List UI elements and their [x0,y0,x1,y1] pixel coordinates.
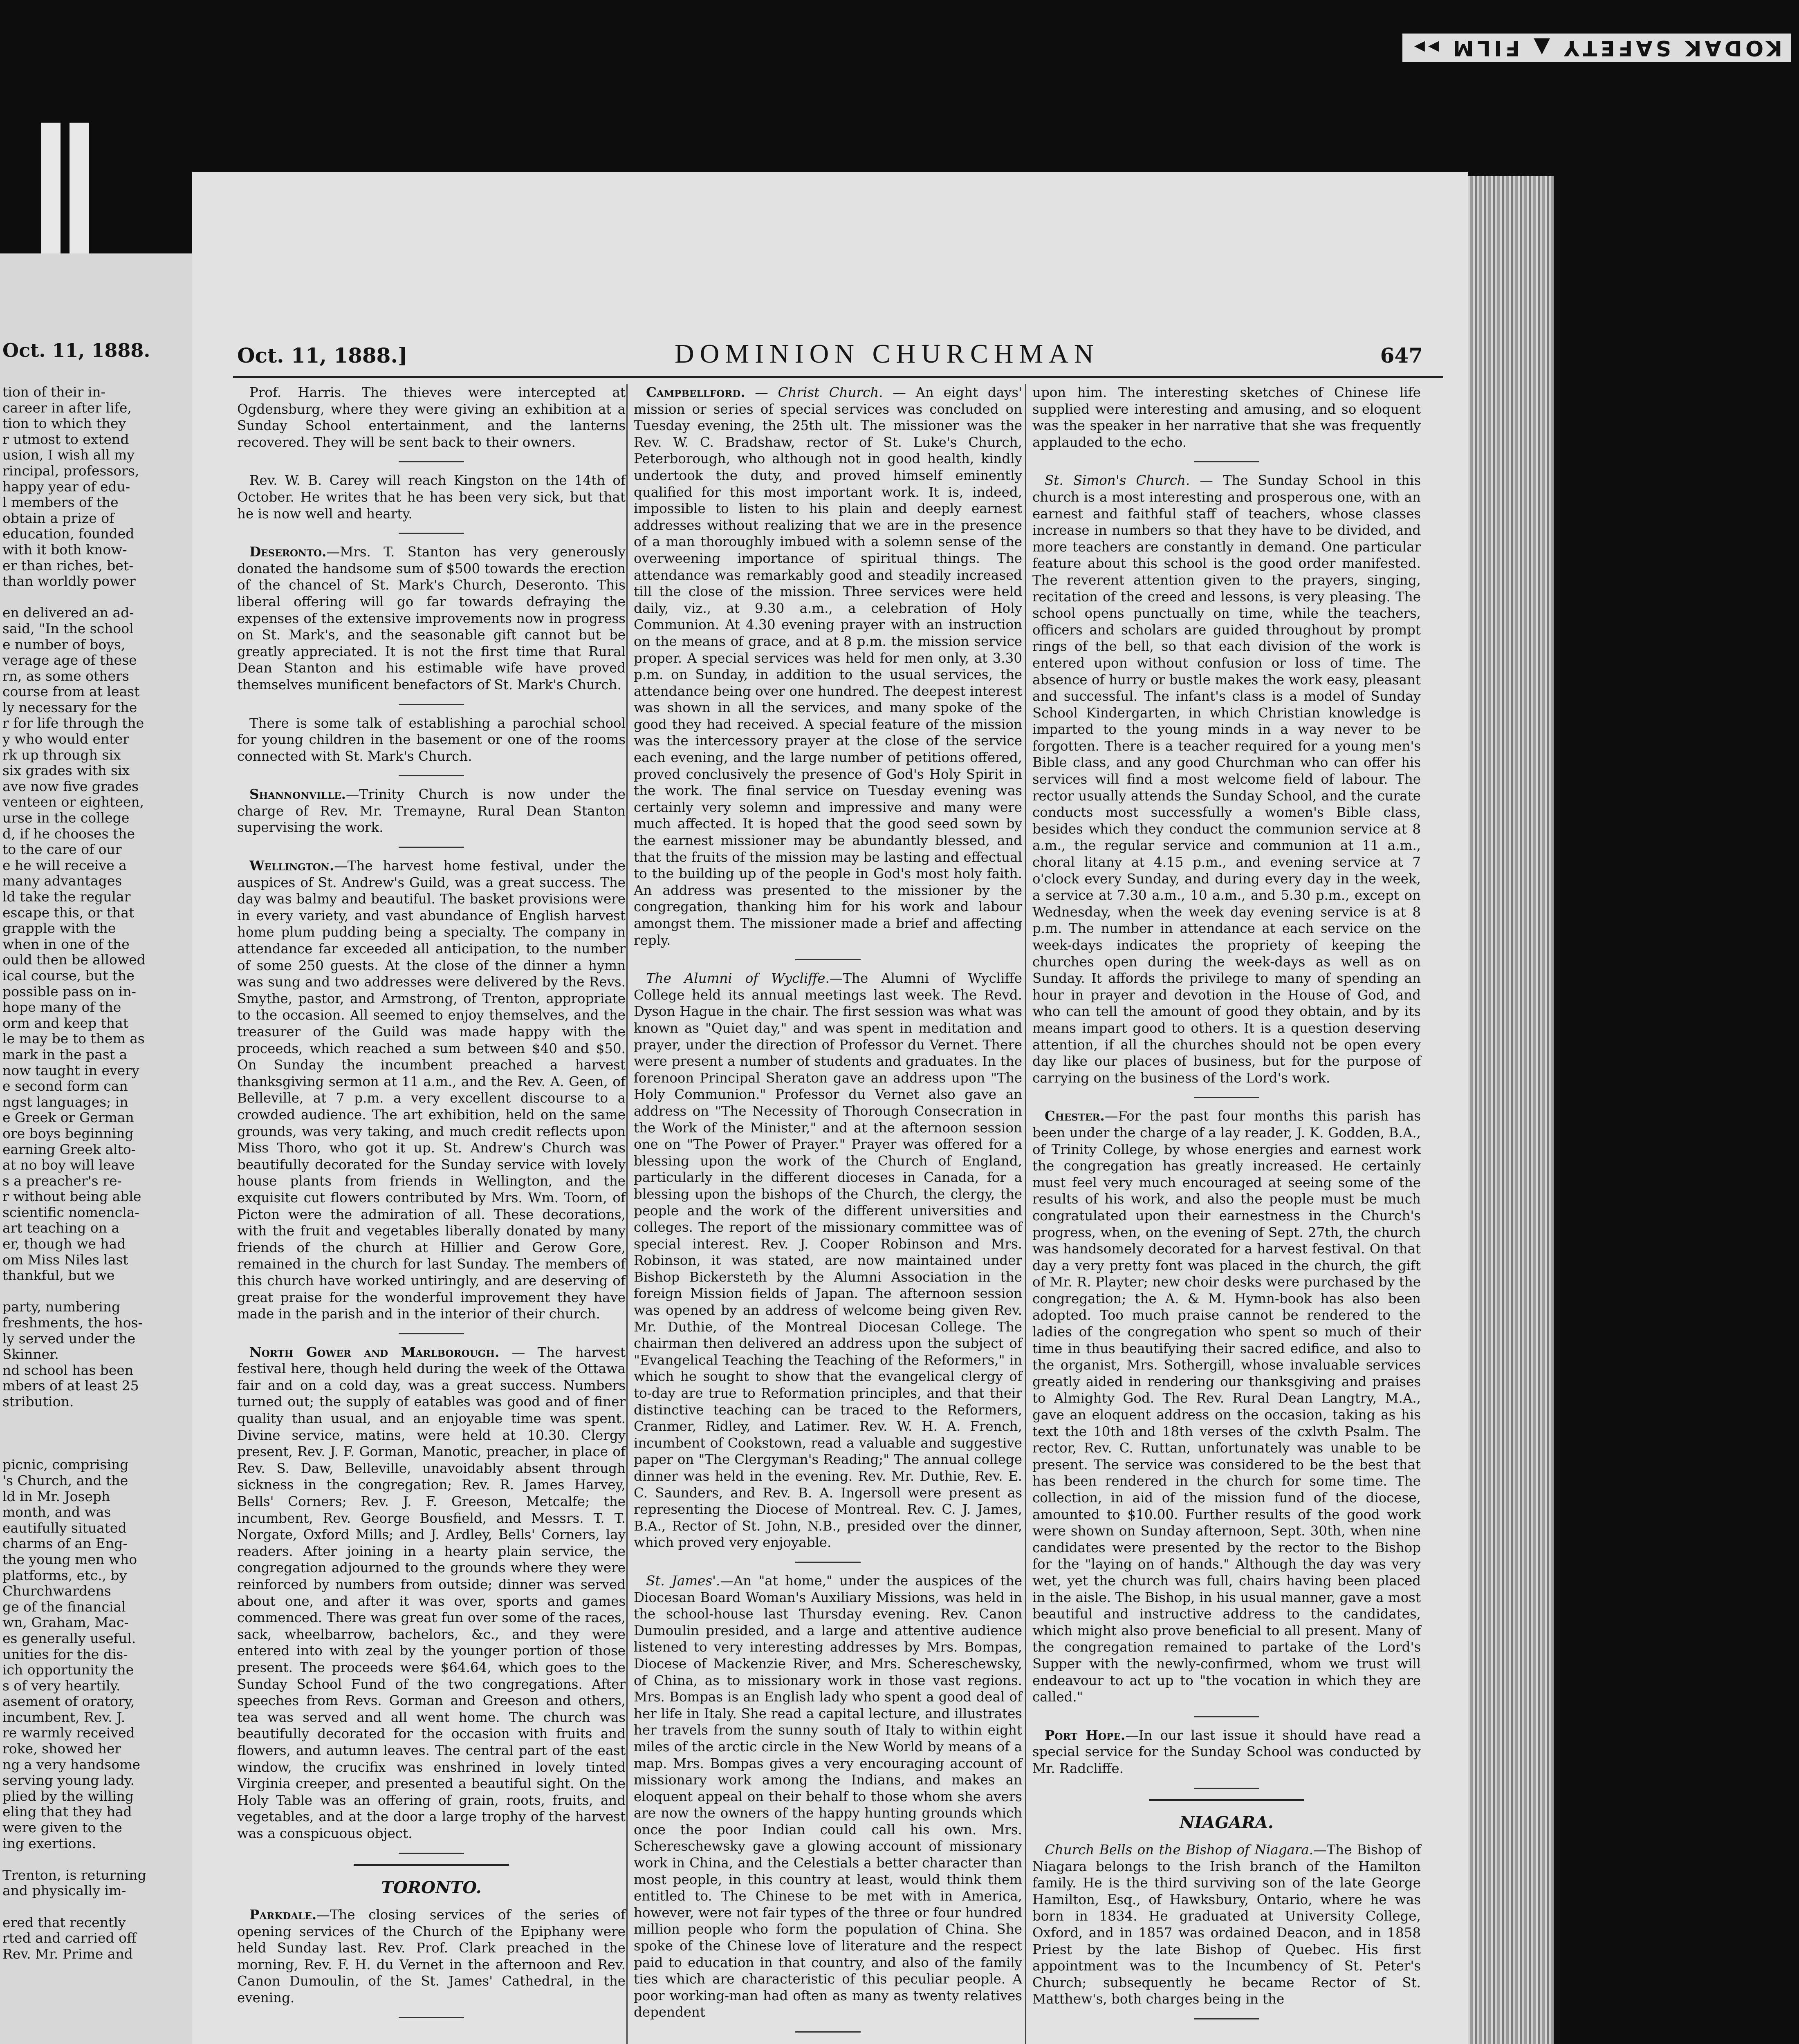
previous-page-line: le may be to them as [2,1031,145,1047]
article-paragraph [237,858,626,1322]
article-paragraph [237,384,626,450]
article-body: —The Bishop of Niagara belongs to the Irish branch of the Hamilton family. He is the third surviving son of the late George Hamilton, Esq., of Hawksbury, Ontario, where he was born in 1834. He graduated at University College, Oxford, and in 1857 was ordained Deacon, and in 1858 Priest by the late Bishop of Quebec. His first appointment was to the Incumbency of St. Peter's Church; subsequently he became Rector of St. Matthew's, both charges being in the [1032,1842,1421,2007]
previous-page-line: rincipal, professors, [2,463,139,479]
previous-page-line: platforms, etc., by [2,1567,127,1583]
article-paragraph [237,1907,626,2006]
article-italic-heading: — Christ Church. [745,385,883,400]
previous-page-line: at no boy will leave [2,1157,135,1173]
previous-page-line: possible pass on in- [2,984,136,1000]
previous-page-line [2,589,192,605]
article-paragraph [634,384,1022,948]
previous-page-line: om Miss Niles last [2,1252,128,1268]
newspaper-page [192,172,1468,2044]
previous-page-line: er, though we had [2,1236,126,1252]
article-separator [1194,1788,1259,1789]
previous-page-line: ly necessary for the [2,699,137,715]
previous-page-line: said, "In the school [2,621,134,637]
previous-page-line: verage age of these [2,652,137,668]
article-body: —In our last issue it should have read a special service for the Sunday School was conducted by Mr. Radcliffe. [1032,1727,1421,1776]
previous-page-line: e he will receive a [2,857,127,873]
article-paragraph [1032,472,1421,1086]
previous-page-line: month, and was [2,1504,111,1520]
previous-page-line: e second form can [2,1078,128,1094]
previous-page-line: eautifully situated [2,1520,127,1536]
previous-page-line: stribution. [2,1394,74,1410]
previous-page-line: 's Church, and the [2,1472,128,1488]
article-separator [795,1562,861,1563]
article-body: —Trinity Church is now under the charge of Rev. Mr. Tremayne, Rural Dean Stanton supervising the work. [237,787,626,836]
previous-page-line: re warmly received [2,1725,135,1741]
previous-page-line: d, if he chooses the [2,826,135,842]
previous-page-line: l members of the [2,495,119,511]
previous-page-line: six grades with six [2,763,130,779]
article-separator [1194,1097,1259,1098]
masthead-title: DOMINION CHURCHMAN [675,339,1099,369]
article-dateline: Wellington. [249,858,334,874]
article-body: —The closing services of the series of opening services of the Church of the Epiphany were held Sunday last. Rev. Prof. Clark preached in the morning, Rev. F. H. du Vernet in the afternoon and Rev. Canon Dumoulin, of the St. James' Cathedral, in the evening. [237,1907,626,2006]
column-3 [1032,384,1421,2029]
article-dateline: Parkdale. [249,1907,317,1923]
previous-page-line: ld take the regular [2,889,131,905]
previous-page-line: usion, I wish all my [2,447,135,463]
previous-page-line: obtain a prize of [2,510,114,526]
article-paragraph [634,970,1022,1551]
article-dateline: Campbellford. [646,384,745,400]
section-heading: TORONTO. [381,1878,482,1897]
previous-page-line: hope many of the [2,1000,121,1015]
article-paragraph [237,472,626,522]
previous-page-line: Churchwardens [2,1583,111,1599]
previous-page-line: rk up through six [2,747,121,763]
previous-page-line: e number of boys, [2,637,126,652]
article-separator [1194,1716,1259,1717]
column-divider [1025,384,1026,2044]
previous-page-line: escape this, or that [2,905,135,921]
article-body: .—The Alumni of Wycliffe College held its annual meetings last week. The Revd. Dyson Hague in the chair. The first session was what was known as "Quiet day," and was spent in meditation and prayer, under the direction of Professor du Vernet. There were present a number of students and graduates. In the forenoon Principal Sheraton gave an address upon "The Holy Communion." Professor du Vernet also gave an address on "The Necessity of Thorough Consecration in the Work of the Minister," and at the afternoon session one on "The Power of Prayer." Prayer was offered for a blessing upon the work of the Church of England, particularly in the different dioceses in Canada, for a blessing upon the bishops of the Church, the clergy, the people and the work of the different universities and colleges. The report of the missionary committee was of special interest. Rev. J. Cooper Robinson and Mrs. Robinson, it was stated, are now maintained under Bishop Bickersteth by the Alumni Association in the foreign Mission fields of Japan. The afternoon session was opened by an address of welcome being given Rev. Mr. Duthie, of the Montreal Diocesan College. The chairman then delivered an address upon the subject of "Evangelical Teaching the Teaching of the Reformers," in which he sought to show that the evangelical clergy of to-day are true to Reformation principles, and that their distinctive teaching can be traced to the Reformers, Cranmer, Ridley, and Latimer. Rev. W. H. A. French, incumbent of Cookstown, read a valuable and suggestive paper on "The Clergyman's Reading;" The annual college dinner was held in the evening. Rev. Mr. Duthie, Rev. E. C. Saunders, and Rev. B. A. Ingersoll were present as representing the Diocese of Montreal. Rev. C. J. James, B.A., Rector of St. John, N.B., presided over the dinner, which proved very enjoyable. [634,970,1022,1551]
previous-page-line: roke, showed her [2,1741,121,1757]
page-stack-edge [1468,176,1554,2044]
previous-page-line: serving young lady. [2,1773,135,1788]
previous-page-line: career in after life, [2,400,132,416]
article-separator [399,533,464,534]
previous-page-fragment [0,253,192,2044]
previous-page-line: venteen or eighteen, [2,794,144,810]
previous-page-line: grapple with the [2,921,116,937]
previous-page-line [2,1425,192,1441]
article-paragraph [237,1344,626,1842]
article-body: — An eight days' mission or series of special services was concluded on Tuesday evening, the 25th ult. The missioner was the Rev. W. C. Bradshaw, rector of St. Luke's Church, Peterborough, who although not in good health, kindly undertook the duty, and proved himself eminently qualified for this most important work. It is, indeed, impossible to listen to his plain and deeply earnest addresses without realizing that we are in the presence of a man thoroughly imbued with a solemn sense of the overweening importance of spiritual things. The attendance was remarkably good and steadily increased till the close of the mission. Three services were held daily, viz., at 9.30 a.m., a celebration of Holy Communion. At 4.30 evening prayer with an instruction on the means of grace, and at 8 p.m. the mission service proper. A special services was held for men only, at 3.30 p.m. on Sunday, in addition to the usual services, the attendance being over one hundred. The deepest interest was shown in all the services, and many spoke of the good they had received. A special feature of the mission was the intercessory prayer at the close of the service each evening, and the large number of petitions offered, proved conclusively the presence of God's Holy Spirit in the work. The final service on Tuesday evening was certainly very solemn and impressive and many were much affected. It is hoped that the good seed sown by the earnest missioner may be abundantly blessed, and that the fruits of the mission may be lasting and effectual to the building up of the people in God's most holy faith. An address was presented to the missioner by the congregation, thanking him for his work and labour amongst them. The missioner made a brief and affecting reply. [634,385,1022,948]
section-heading: NIAGARA. [1180,1813,1274,1832]
previous-page-line: freshments, the hos- [2,1315,143,1331]
article-paragraph [634,1573,1022,2021]
previous-page-line: r for life through the [2,715,144,731]
previous-page-line: Skinner. [2,1347,59,1363]
page-number: 647 [1380,343,1423,368]
previous-page-line [2,1410,192,1426]
previous-page-line: ld in Mr. Joseph [2,1488,110,1504]
column-1 [237,384,626,2028]
previous-page-line: happy year of edu- [2,479,130,495]
previous-page-line [2,1284,192,1300]
previous-page-line: y who would enter [2,731,129,747]
film-edge-label: KODAK SAFETY ▲ FILM ▸▸ [1402,34,1791,62]
previous-page-line: many advantages [2,873,122,889]
column-divider [626,384,628,2044]
article-separator [399,775,464,776]
article-paragraph [1032,384,1421,450]
article-dateline: Shannonville. [249,786,346,802]
previous-page-line: scientific nomencla- [2,1204,139,1220]
article-paragraph [1032,1727,1421,1777]
previous-page-line: the young men who [2,1551,137,1567]
article-body: — The Sunday School in this church is a most interesting and prosperous one, with an earnest and faithful staff of teachers, whose classes increase in numbers so that they have to be divided, and more teachers are constantly in demand. One particular feature about this school is the good order manifested. The reverent attention given to the prayers, singing, recitation of the creed and lessons, is very pleasing. The school opens punctually on time, while the teachers, officers and scholars are guided throughout by prompt rings of the bell, so that each division of the work is entered upon without confusion or loss of time. The absence of hurry or bustle makes the work easy, pleasant and successful. The infant's class is a model of Sunday School Kindergarten, in which Christian knowledge is imparted to the young minds in a way never to be forgotten. There is a teacher required for a young men's Bible class, and any good Churchman who can offer his services will find a most welcome field of labour. The rector usually attends the Sunday School, and the curate conducts most successfully a women's Bible class, besides which they conduct the communion service at 8 a.m., the regular service and communion at 11 a.m., choral litany at 4.15 p.m., and evening service at 7 o'clock every Sunday, and during every day in the week, a service at 7.30 a.m., 10 a.m., and 5.30 p.m., except on Wednesday, when the week day evening service is at 8 p.m. The number in attendance at each service on the week-days indicates the propriety of keeping the churches open during the week-days as well as on Sunday. It affords the privilege to many of spending an hour in prayer and devotion in the House of God, and who can tell the amount of good they obtain, and by its means impart good to others. It is a question deserving attention, if all the churches should not be open every day like our places of business, but for the purpose of carrying on the business of the Lord's work. [1032,473,1421,1086]
article-paragraph [237,786,626,836]
previous-page-line: ical course, but the [2,968,135,984]
article-body: Rev. W. B. Carey will reach Kingston on the 14th of October. He writes that he has been very sick, but that he is now well and hearty. [237,473,626,522]
previous-page-line: asement of oratory, [2,1694,135,1710]
previous-page-line: with it both know- [2,542,127,558]
article-italic-heading: The Alumni of Wycliffe [646,970,825,986]
article-body: —An "at home," under the auspices of the Diocesan Board Woman's Auxiliary Missions, was held in the school-house last Thursday evening. Rev. Canon Dumoulin presided, and a large and attentive audience listened to very interesting addresses by Mrs. Bompas, Diocese of Mackenzie River, and Mrs. Schereschewsky, of China, as to missionary work in those vast regions. Mrs. Bompas is an English lady who spent a good deal of her life in Italy. She read a capital lecture, and illustrates her travels from the sunny south of Italy to within eight miles of the arctic circle in the New World by means of a map. Mrs. Bompas gives a very encouraging account of missionary work among the Indians, and makes an eloquent appeal on their behalf to those whom she avers are now the owners of the happy hunting grounds which once the poor Indian could call his own. Mrs. Schereschewsky gave a glowing account of missionary work in China, and the Celestials a better character than most people, in this country at least, would think them entitled to. The Chinese to be met with in America, however, were not fair types of the three or four hundred million people who form the population of China. She spoke of the Chinese love of literature and the respect paid to education in that country, and also of the family ties which are characteristic of this peculiar people. A poor working-man had often as many as twenty relatives dependent [634,1573,1022,2020]
previous-page-line: plied by the willing [2,1788,134,1804]
previous-page-line: Rev. Mr. Prime and [2,1946,133,1962]
previous-page-line: eling that they had [2,1804,132,1820]
previous-page-line: party, numbering [2,1299,121,1315]
header-date: Oct. 11, 1888.] [237,343,408,368]
previous-page-line: ing exertions. [2,1836,96,1851]
previous-page-line: er than riches, bet- [2,558,134,574]
previous-page-line: than worldly power [2,574,136,589]
previous-page-line: earning Greek alto- [2,1141,136,1157]
previous-page-line: mark in the past a [2,1047,128,1062]
article-separator [399,461,464,462]
previous-page-line: s a preacher's re- [2,1173,122,1189]
previous-page-line: rted and carried off [2,1930,137,1946]
previous-page-line: tion to which they [2,416,126,432]
previous-page-line: were given to the [2,1820,122,1836]
article-separator [399,1853,464,1854]
section-rule [1149,1799,1304,1801]
article-body: Prof. Harris. The thieves were intercepted at Ogdensburg, where they were giving an exhibition at a Sunday School entertainment, and the lanterns recovered. They will be sent back to their owners. [237,385,626,450]
article-body: —Mrs. T. Stanton has very generously donated the handsome sum of $500 towards the erection of the chancel of St. Mark's Church, Deseronto. This liberal offering will go far towards defraying the expenses of the extensive improvements now in progress on St. Mark's, and the seasonable gift cannot but be greatly appreciated. It is not the first time that Rural Dean Stanton and his estimable wife have proved themselves munificent benefactors of St. Mark's Church. [237,544,626,693]
previous-page-line: nd school has been [2,1362,134,1378]
article-dateline: Port Hope. [1045,1727,1126,1743]
page-header [192,331,1468,372]
previous-page-line: Trenton, is returning [2,1867,146,1883]
previous-page-line: ng a very handsome [2,1757,141,1773]
article-paragraph [1032,1842,1421,2008]
previous-page-line: ly served under the [2,1331,136,1347]
article-separator [795,2031,861,2033]
previous-page-line: ngst languages; in [2,1094,128,1110]
previous-page-line: and physically im- [2,1883,126,1899]
previous-page-line: urse in the college [2,810,130,826]
previous-page-line: r without being able [2,1189,141,1205]
previous-page-header: Oct. 11, 1888. [2,339,150,361]
previous-page-line: orm and keep that [2,1015,129,1031]
previous-page-line: ould then be allowed [2,952,146,968]
previous-page-line [2,1441,192,1457]
article-body: —The harvest home festival, under the auspices of St. Andrew's Guild, was a great success. The day was balmy and beautiful. The basket provisions were in every variety, and vast abundance of English harvest home plum pudding being a specialty. The company in attendance far exceeded all anticipation, to the number of some 250 guests. At the close of the dinner a hymn was sung and two addresses were delivered by the Revs. Smythe, pastor, and Armstrong, of Trenton, appropriate to the occasion. All seemed to enjoy themselves, and the treasurer of the Guild was made happy with the proceeds, which reached a sum between $40 and $50. On Sunday the incumbent preached a harvest thanksgiving sermon at 11 a.m., and the Rev. A. Geen, of Belleville, at 7 p.m. a very excellent discourse to a crowded audience. The art exhibition, held on the same grounds, was very taking, and much credit reflects upon Miss Thoro, who got it up. St. Andrew's Church was beautifully decorated for the Sunday service with lovely house plants from friends in Wellington, and the exquisite cut flowers contributed by Mrs. Wm. Toorn, of Picton were the admiration of all. These decorations, with the fruit and vegetables liberally donated by many friends of the church at Hillier and Gerow Gore, remained in the church for last Sunday. The members of this church have worked untiringly, and are deserving of great praise for the wonderful improvement they have made in the parish and in the interior of their church. [237,858,626,1322]
section-rule [354,1864,509,1866]
previous-page-line: thankful, but we [2,1268,115,1284]
previous-page-line: es generally useful. [2,1630,136,1646]
article-body: There is some talk of establishing a parochial school for young children in the basement or one of the rooms connected with St. Mark's Church. [237,715,626,764]
article-paragraph [1032,1108,1421,1705]
article-paragraph [237,544,626,693]
article-italic-heading: St. James'. [646,1573,720,1589]
previous-page-line: picnic, comprising [2,1457,129,1473]
article-italic-heading: St. Simon's Church. [1045,473,1190,489]
article-separator [399,1333,464,1334]
previous-page-line: ave now five grades [2,778,139,794]
article-italic-heading: Church Bells on the Bishop of Niagara. [1045,1842,1314,1858]
previous-page-line: art teaching on a [2,1220,120,1236]
article-separator [399,2017,464,2018]
previous-page-line: unities for the dis- [2,1646,128,1662]
previous-page-line: rn, as some others [2,668,129,684]
header-rule [233,376,1443,378]
previous-page-line: mbers of at least 25 [2,1378,139,1394]
article-separator [1194,2018,1259,2019]
article-dateline: North Gower and Marlborough. [249,1344,500,1360]
previous-page-line: wn, Graham, Mac- [2,1615,129,1631]
column-2 [634,384,1022,2042]
previous-page-line [2,1851,192,1867]
previous-page-line: ore boys beginning [2,1125,134,1141]
previous-page-line: now taught in every [2,1062,139,1078]
previous-page-line: education, founded [2,526,135,542]
previous-page-line [2,1899,192,1915]
article-separator [1194,461,1259,462]
article-body: —For the past four months this parish has been under the charge of a lay reader, J. K. Godden, B.A., of Trinity College, by whose energies and earnest work the congregation has greatly increased. He certainly must feel very much encouraged at seeing some of the results of his work, and also the people must be much congratulated upon their earnestness in the Church's progress, when, on the evening of Sept. 27th, the church was handsomely decorated for a harvest festival. On that day a very pretty font was placed in the church, the gift of Mr. R. Playter; new choir desks were purchased by the congregation; the A. & M. Hymn-book has also been adopted. Too much praise cannot be rendered to the ladies of the congregation who spent so much of their time in thus beautifying their sacred edifice, and also to the organist, Mrs. Sothergill, whose invaluable services greatly aided in rendering our thanksgiving and praises to Almighty God. The Rev. Rural Dean Langtry, M.A., gave an eloquent address on the occasion, taking as his text the 10th and 18th verses of the cxlvth Psalm. The rector, Rev. C. Ruttan, unfortunately was unable to be present. The service was considered to be the best that has been rendered in the church for some time. The collection, in aid of the mission fund of the diocese, amounted to $10.00. Further results of the good work were shown on Sunday afternoon, Sept. 30th, when nine candidates were presented by the rector to the Bishop for the "laying on of hands." Although the day was very wet, yet the church was full, chairs having been placed in the aisle. The Bishop, in his usual manner, gave a most beautiful and instructive address to the candidates, which might also prove beneficial to all present. Many of the congregation remained to partake of the Lord's Supper with the newly-confirmed, whom we trust will endeavour to act up to "the vocation in which they are called." [1032,1108,1421,1705]
article-separator [399,704,464,705]
previous-page-line: e Greek or German [2,1110,134,1126]
previous-page-line: s of very heartily. [2,1678,121,1694]
previous-page-line: ered that recently [2,1914,126,1930]
previous-page-line: r utmost to extend [2,431,129,447]
article-body: upon him. The interesting sketches of Chinese life supplied were interesting and amusing, and so eloquent was the speaker in her narrative that she was frequently applauded to the echo. [1032,385,1421,450]
article-separator [795,959,861,960]
article-paragraph [237,715,626,765]
previous-page-line: when in one of the [2,936,130,952]
article-dateline: Chester. [1045,1108,1105,1124]
previous-page-line: ge of the financial [2,1599,126,1615]
previous-page-line: to the care of our [2,842,122,858]
previous-page-line: course from at least [2,684,140,700]
previous-page-line: en delivered an ad- [2,605,134,621]
article-dateline: Deseronto. [249,544,327,560]
article-body: — The harvest festival here, though held during the week of the Ottawa fair and on a cold day, was a great success. Numbers turned out; the supply of eatables was good and of finer quality than usual, and an enjoyable time was spent. Divine service, matins, were held at 10.30. Clergy present, Rev. J. F. Gorman, Manotic, preacher, in place of Rev. S. Daw, Belleville, unavoidably absent through sickness in the congregation; Rev. R. James Harvey, Bells' Corners; Rev. J. F. Greeson, Metcalfe; the incumbent, Rev. George Bousfield, and Messrs. T. T. Norgate, Oxford Mills; and J. Ardley, Bells' Corners, lay readers. After joining in a hearty plain service, the congregation adjourned to the grounds where they were reinforced by numbers from outside; dinner was served about one, and after it was over, sports and games commenced. There was great fun over some of the races, sack, wheelbarrow, bachelors, &c., and they were entered into with zeal by the younger portion of those present. The proceeds were $64.64, which goes to the Sunday School Fund of the two congregations. After speeches from Revs. Gorman and Greeson and others, tea was served and all went home. The church was beautifully decorated for the occasion with fruits and flowers, and autumn leaves. The central part of the east window, the crucifix was enshrined in lovely tinted Virginia creeper, and presented a beautiful sight. On the Holy Table was an offering of grain, roots, fruits, and vegetables, and at the door a large trophy of the harvest was a conspicuous object. [237,1344,626,1841]
previous-page-line: ich opportunity the [2,1662,134,1678]
article-separator [399,847,464,848]
previous-page-line: charms of an Eng- [2,1536,128,1552]
previous-page-line: tion of their in- [2,384,105,400]
previous-page-line: incumbent, Rev. J. [2,1709,126,1725]
previous-page-text [2,384,192,1962]
